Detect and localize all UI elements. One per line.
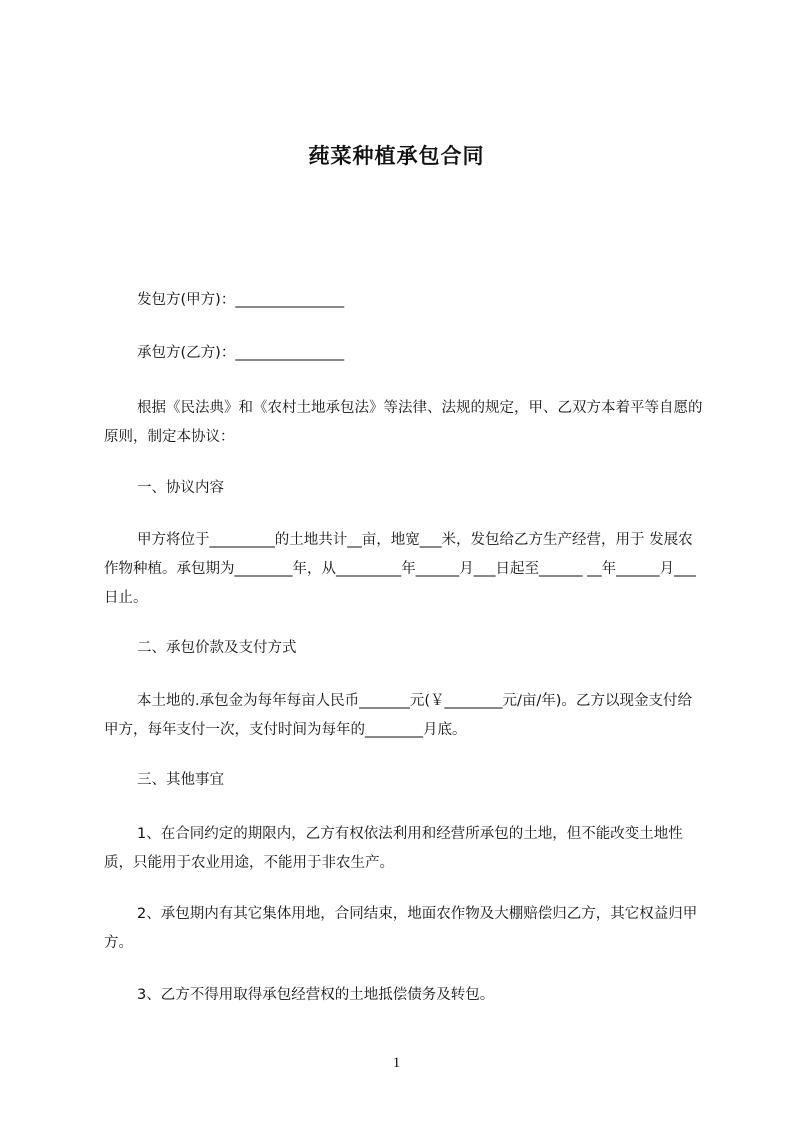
page-number: 1 [392, 1055, 401, 1071]
section1-body: 甲方将位于_________的土地共计__亩，地宽___米，发包给乙方生产经营，用于 发展农作物种植。承包期为________年，从_________年______月___日起至______ __年______月___日止。 [104, 532, 696, 606]
preamble-paragraph: 根据《民法典》和《农村土地承包法》等法律、法规的规定，甲、乙双方本着平等自愿的原则，制定本协议： [104, 400, 703, 445]
party-b-line: 承包方(乙方)：_______________ [137, 345, 345, 361]
party-a-line: 发包方(甲方)：_______________ [137, 292, 345, 308]
section2-body: 本土地的.承包金为每年每亩人民币_______元(￥________元/亩/年)。乙方以现金支付给甲方，每年支付一次，支付时间为每年的________月底。 [104, 693, 692, 738]
section1-heading: 一、协议内容 [137, 480, 224, 496]
section2-heading: 二、承包价款及支付方式 [137, 640, 297, 656]
section3-item-3: 3、乙方不得用取得承包经营权的土地抵偿债务及转包。 [137, 987, 495, 1003]
section3-heading: 三、其他事宜 [137, 772, 224, 788]
section3-item-1: 1、在合同约定的期限内，乙方有权依法利用和经营所承包的土地，但不能改变土地性质，只能用于农业用途，不能用于非农生产。 [104, 826, 683, 871]
section3-item-2: 2、承包期内有其它集体用地，合同结束，地面农作物及大棚赔偿归乙方，其它权益归甲方。 [104, 906, 698, 951]
document-title: 莼菜种植承包合同 [308, 144, 485, 168]
